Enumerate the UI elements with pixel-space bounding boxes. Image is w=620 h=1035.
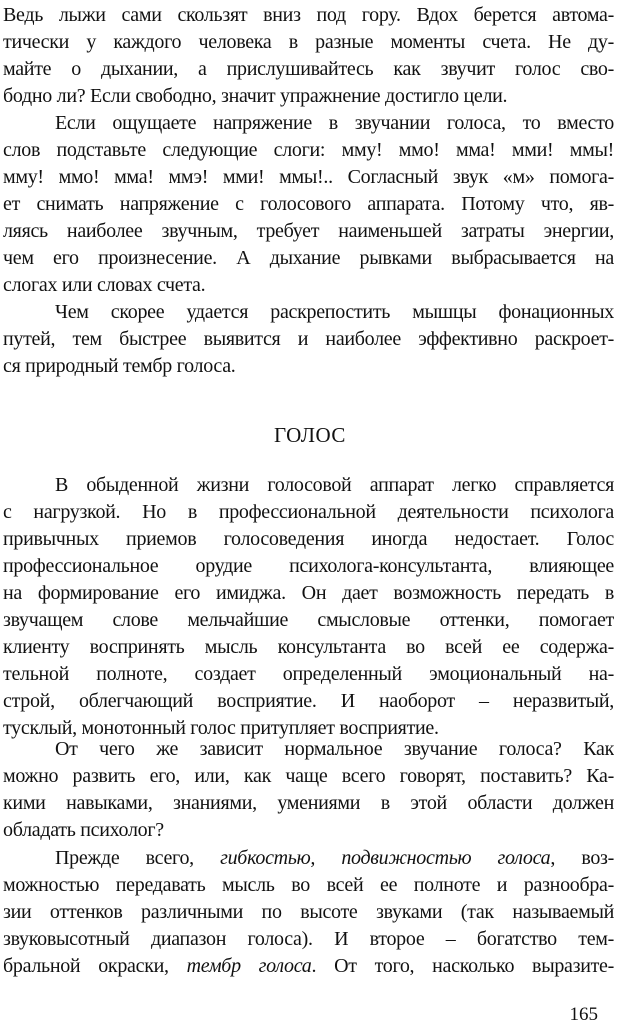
paragraph-5 bbox=[3, 736, 614, 844]
text-line: строй, облегчающий восприятие. И наоборот – неразвитый, bbox=[3, 690, 614, 712]
text-line: мму! ммо! мма! ммэ! мми! ммы!.. Согласный звук «м» помога- bbox=[3, 166, 614, 188]
text-line: От чего же зависит нормальное звучание голоса? Как bbox=[55, 738, 614, 760]
text-line: профессиональное орудие психолога-консультанта, влияющее bbox=[3, 555, 614, 577]
paragraph-2 bbox=[3, 110, 614, 299]
text-line: Если ощущаете напряжение в звучании голоса, то вместо bbox=[55, 112, 614, 134]
text-line: бодно ли? Если свободно, значит упражнение достигло цели. bbox=[3, 85, 508, 107]
text-line: тельной полноте, создает определенный эмоциональный на- bbox=[3, 663, 614, 685]
text-line: с нагрузкой. Но в профессиональной деятельности психолога bbox=[3, 501, 614, 523]
text-run: , воз- bbox=[550, 847, 614, 869]
paragraph-4 bbox=[3, 472, 614, 742]
text-line: можно развить его, или, как чаще всего говорят, поставить? Ка- bbox=[3, 765, 614, 787]
text-line: зии оттенков различными по высоте звуками (так называемый bbox=[3, 901, 614, 923]
page-number: 165 bbox=[569, 1004, 598, 1025]
text-line: Ведь лыжи сами скользят вниз под гору. Вдох берется автома- bbox=[3, 4, 614, 26]
text-run: Прежде всего, bbox=[55, 847, 221, 869]
text-line: В обыденной жизни голосовой аппарат легко справляется bbox=[55, 474, 614, 496]
text-line: слогах или словах счета. bbox=[3, 274, 206, 296]
italic-term: тембр голоса bbox=[186, 955, 312, 977]
text-run: бральной окраски, bbox=[3, 955, 187, 977]
text-line: клиенту воспринять мысль консультанта во всей ее содержа- bbox=[3, 636, 614, 658]
text-line: майте о дыхании, а прислушивайтесь как звучит голос сво- bbox=[3, 58, 614, 80]
text-line: на формирование его имиджа. Он дает возможность передать в bbox=[3, 582, 614, 604]
text-line: кими навыками, знаниями, умениями в этой области должен bbox=[3, 792, 614, 814]
paragraph-1 bbox=[3, 2, 614, 110]
text-line: звучащем слове мельчайшие смысловые оттенки, помогает bbox=[3, 609, 614, 631]
paragraph-6 bbox=[3, 845, 614, 980]
text-line: ся природный тембр голоса. bbox=[3, 355, 236, 377]
text-line: Чем скорее удается раскрепостить мышцы фонационных bbox=[55, 301, 614, 323]
italic-term: гибкостью, подвижностью голоса bbox=[220, 847, 551, 869]
text-line: звуковысотный диапазон голоса). И второе – богатство тем- bbox=[3, 928, 614, 950]
text-line: ляясь наиболее звучным, требует наименьшей затраты энергии, bbox=[3, 220, 614, 242]
text-line: чем его произнесение. А дыхание рывками выбрасывается на bbox=[3, 247, 614, 269]
paragraph-3 bbox=[3, 299, 614, 380]
section-heading: ГОЛОС bbox=[274, 423, 346, 447]
text-line: можностью передавать мысль во всей ее полноте и разнообра- bbox=[3, 874, 614, 896]
text-line: ет снимать напряжение с голосового аппарата. Потому что, яв- bbox=[3, 193, 614, 215]
text-line: тически у каждого человека в разные моменты счета. Не ду- bbox=[3, 31, 614, 53]
text-line: путей, тем быстрее выявится и наиболее эффективно раскроет- bbox=[3, 328, 614, 350]
text-line: привычных приемов голосоведения иногда недостает. Голос bbox=[3, 528, 614, 550]
text-line bbox=[3, 953, 614, 980]
text-line: слов подставьте следующие слоги: мму! ммо! мма! мми! ммы! bbox=[3, 139, 614, 161]
text-line: обладать психолог? bbox=[3, 819, 164, 841]
text-run: . От того, насколько выразите- bbox=[311, 955, 614, 977]
text-line bbox=[3, 845, 614, 872]
text-line: тусклый, монотонный голос притупляет восприятие. bbox=[3, 717, 439, 739]
